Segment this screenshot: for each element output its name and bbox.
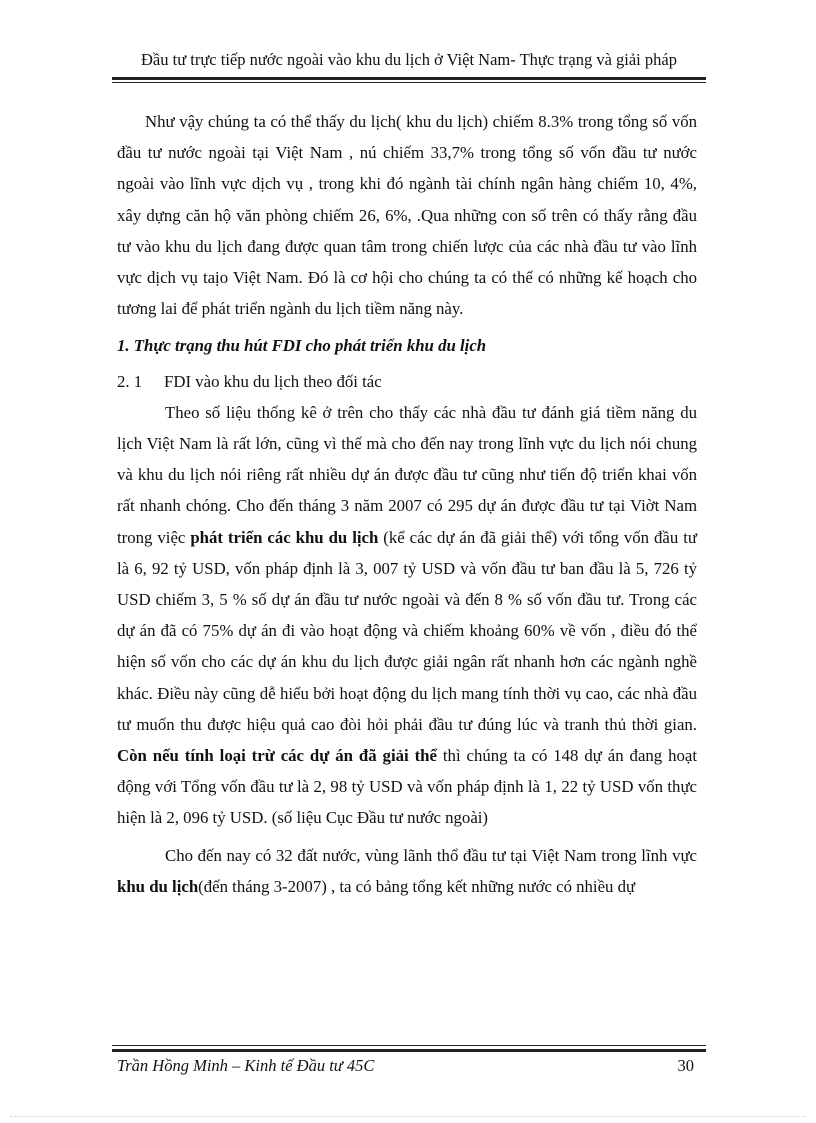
document-body <box>117 106 697 902</box>
subsection-number: 2. 1 <box>117 371 143 391</box>
footer-author: Trần Hồng Minh – Kinh tế Đầu tư 45C <box>117 1056 375 1075</box>
subsection-title: FDI vào khu du lịch theo đối tác <box>164 371 382 391</box>
paragraph-1: Như vậy chúng ta có thể thấy du lịch( khu du lịch) chiếm 8.3% trong tổng số vốn đầu tư nước ngoài tại Việt Nam , nú chiếm 33,7% trong tổng số vốn đầu tư nước ngoài vào lĩnh vực dịch vụ , trong khi đó ngành tài chính ngân hàng chiếm 10, 4%, xây dựng căn hộ văn phòng chiếm 26, 6%, .Qua những con số trên có thấy rằng đầu tư vào khu du lịch đang được quan tâm trong chiến lược của các nhà đầu tư vào lĩnh vực dịch vụ taịo Việt Nam. Đó là cơ hội cho chúng ta có thể có những kế hoạch cho tương lai để phát triển ngành du lịch tiềm năng này. <box>117 112 697 319</box>
subsection-heading <box>117 366 697 397</box>
footer-rule-thin <box>112 1045 706 1046</box>
section-heading: 1. Thực trạng thu hút FDI cho phát triển khu du lịch <box>117 336 487 356</box>
paragraph-2-bold-b: Còn nếu tính loại trừ các dự án đã giải thể <box>117 746 437 766</box>
paragraph-2-text-a: Theo số liệu thống kê ở trên cho thấy các nhà đầu tư đánh giá tiềm năng du lịch Việt Nam là rất lớn, cũng vì thế mà cho đến nay trong lĩnh vực du lịch nói chung và khu du lịch nói riêng rất nhiều dự án được đầu tư cũng như tiến độ triển khai vốn rất nhanh chóng. Cho đến tháng 3 năm 2007 có 295 dự án được đầu tư tại Viờt Nam trong việc <box>117 402 697 547</box>
footer-rule <box>112 1049 706 1052</box>
paragraph-2 <box>117 397 697 834</box>
paragraph-2-text-c: thì chúng ta có 148 dự án đang hoạt động với Tổng vốn đầu tư là 2, 98 tỷ USD và vốn pháp định là 1, 22 tỷ USD vốn thực hiện là 2, 096 tỷ USD. (số liệu Cục Đầu tư nước ngoài) <box>117 746 697 828</box>
paragraph-2-text-b: (kể các dự án đã giải thể) với tổng vốn đầu tư là 6, 92 tỷ USD, vốn pháp định là 3, 007 tỷ USD và vốn đầu tư ban đầu là 5, 726 tỷ USD chiếm 3, 5 % số dự án đầu tư nước ngoài và đến 8 % số vốn đầu tư. Trong các dự án đã có 75% dự án đi vào hoạt động và chiếm khoảng 60% về vốn , điều đó thể hiện số vốn cho các dự án khu du lịch được giải ngân rất nhanh hơn các ngành nghề khác. Điều này cũng dễ hiểu bởi hoạt động du lịch mang tính thời vụ cao, các nhà đầu tư muốn thu được hiệu quả cao đòi hỏi phải đầu tư đúng lúc và tranh thủ thời gian. <box>117 527 697 734</box>
paragraph-3-bold: khu du lịch <box>117 876 199 896</box>
paragraph-3-text-a: Cho đến nay có 32 đất nước, vùng lãnh thổ đầu tư tại Việt Nam trong lĩnh vực <box>165 845 697 865</box>
page-edge-divider <box>10 1116 806 1117</box>
header-rule <box>112 77 706 80</box>
paragraph-3-text-b: (đến tháng 3-2007) , ta có bảng tổng kết những nước có nhiều dự <box>198 876 636 896</box>
paragraph-2-bold-a: phát triển các khu du lịch <box>190 527 379 547</box>
page-header-title: Đầu tư trực tiếp nước ngoài vào khu du lịch ở Việt Nam- Thực trạng và giải pháp <box>141 50 677 69</box>
paragraph-3 <box>117 840 697 902</box>
page-number: 30 <box>677 1056 694 1075</box>
header-rule-thin <box>112 82 706 83</box>
